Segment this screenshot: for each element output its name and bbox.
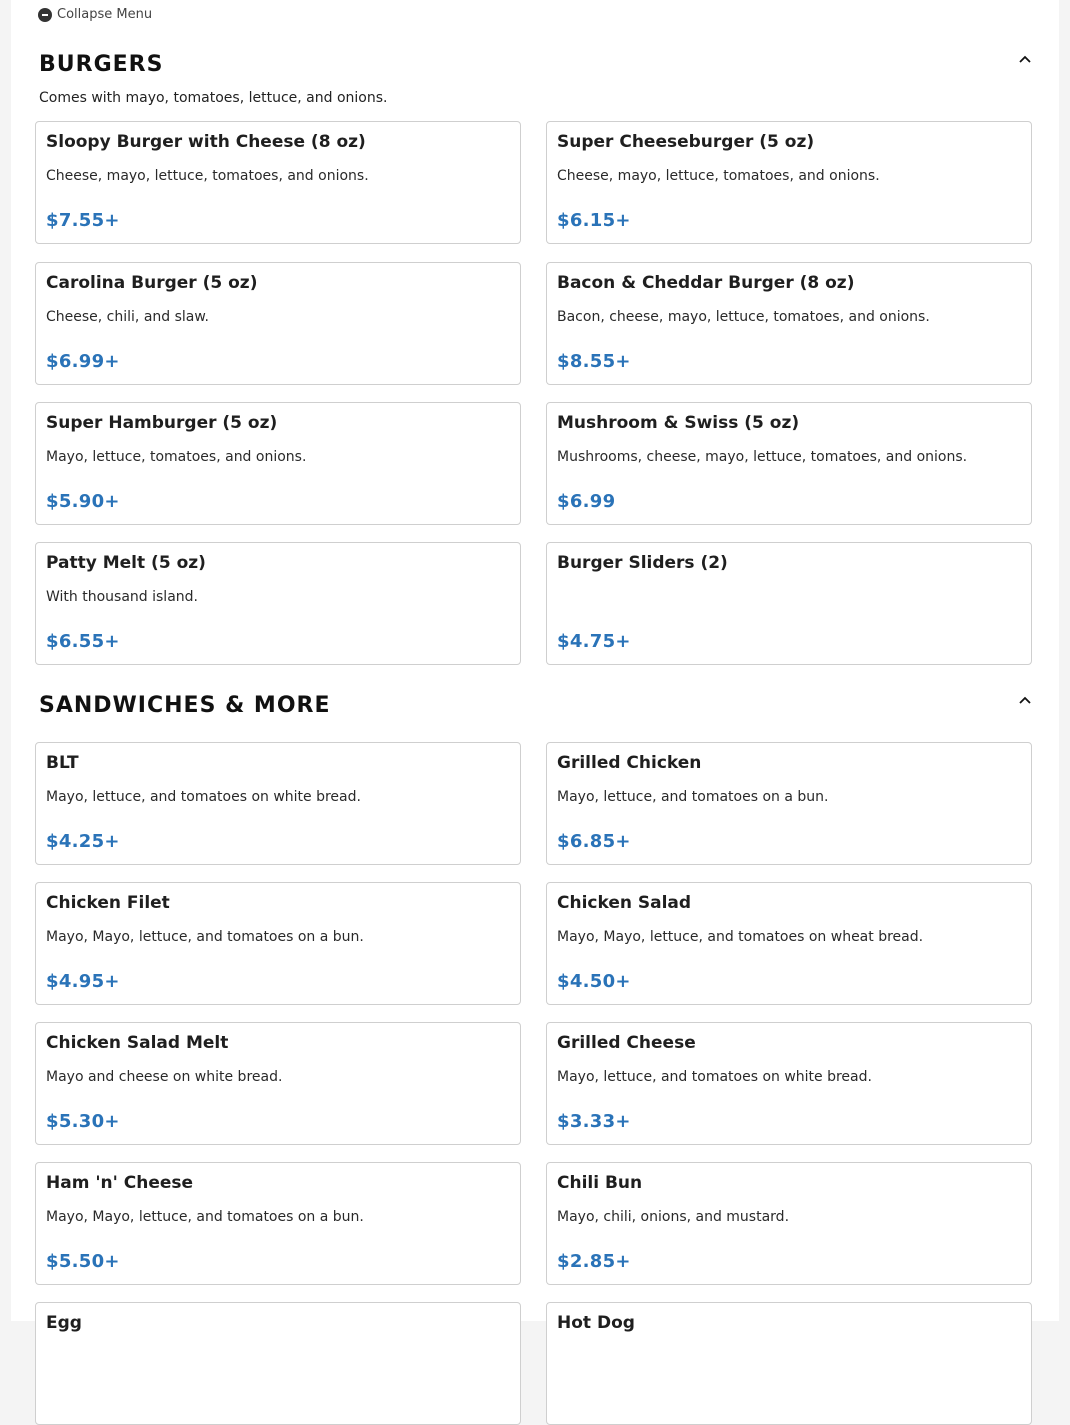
menu-item-name: Mushroom & Swiss (5 oz) xyxy=(557,413,800,433)
section-description-burgers: Comes with mayo, tomatoes, lettuce, and onions. xyxy=(39,90,388,106)
menu-item-price: $2.85+ xyxy=(557,1251,631,1272)
menu-item-description: Cheese, mayo, lettuce, tomatoes, and onions. xyxy=(557,168,880,184)
menu-item-description: Mayo, lettuce, tomatoes, and onions. xyxy=(46,449,307,465)
menu-item-description: Cheese, mayo, lettuce, tomatoes, and onions. xyxy=(46,168,369,184)
menu-item-card[interactable] xyxy=(35,402,521,525)
menu-item-price: $5.90+ xyxy=(46,491,120,512)
menu-item-name: Egg xyxy=(46,1313,82,1333)
menu-item-card[interactable] xyxy=(546,1022,1032,1145)
collapse-menu-button[interactable] xyxy=(38,7,152,22)
menu-item-card[interactable] xyxy=(35,1022,521,1145)
menu-item-card[interactable] xyxy=(546,402,1032,525)
menu-item-name: Chicken Salad xyxy=(557,893,692,913)
menu-item-card[interactable] xyxy=(546,262,1032,385)
menu-item-name: Chicken Salad Melt xyxy=(46,1033,229,1053)
section-title-burgers: BURGERS xyxy=(39,52,164,77)
menu-item-card[interactable] xyxy=(546,882,1032,1005)
menu-item-description: Mayo, lettuce, and tomatoes on white bread. xyxy=(557,1069,872,1085)
menu-item-name: Carolina Burger (5 oz) xyxy=(46,273,258,293)
menu-page xyxy=(11,0,1059,1333)
menu-item-name: Chicken Filet xyxy=(46,893,170,913)
chevron-up-icon[interactable] xyxy=(1017,692,1033,708)
menu-item-card[interactable] xyxy=(546,121,1032,244)
menu-item-name: Grilled Cheese xyxy=(557,1033,696,1053)
collapse-menu-label: Collapse Menu xyxy=(57,7,153,22)
menu-item-name: Grilled Chicken xyxy=(557,753,702,773)
menu-item-card[interactable] xyxy=(35,121,521,244)
menu-item-card[interactable] xyxy=(546,1302,1032,1425)
menu-item-price: $4.75+ xyxy=(557,631,631,652)
menu-item-card[interactable] xyxy=(35,1162,521,1285)
menu-item-price: $3.33+ xyxy=(557,1111,631,1132)
menu-item-name: Burger Sliders (2) xyxy=(557,553,728,573)
menu-item-price: $6.15+ xyxy=(557,210,631,231)
menu-item-description: Mayo, Mayo, lettuce, and tomatoes on a bun. xyxy=(46,1209,364,1225)
menu-item-description: Mushrooms, cheese, mayo, lettuce, tomatoes, and onions. xyxy=(557,449,968,465)
menu-item-card[interactable] xyxy=(35,742,521,865)
menu-item-price: $8.55+ xyxy=(557,351,631,372)
menu-item-description: Mayo, lettuce, and tomatoes on white bread. xyxy=(46,789,361,805)
menu-item-name: Sloopy Burger with Cheese (8 oz) xyxy=(46,132,366,152)
menu-item-name: Super Cheeseburger (5 oz) xyxy=(557,132,815,152)
menu-item-description: Cheese, chili, and slaw. xyxy=(46,309,209,325)
menu-item-name: Bacon & Cheddar Burger (8 oz) xyxy=(557,273,855,293)
minus-circle-icon xyxy=(38,8,52,22)
menu-item-description: With thousand island. xyxy=(46,589,198,605)
menu-item-description: Mayo, chili, onions, and mustard. xyxy=(557,1209,790,1225)
menu-item-card[interactable] xyxy=(35,882,521,1005)
menu-item-name: Patty Melt (5 oz) xyxy=(46,553,206,573)
menu-item-description: Mayo, Mayo, lettuce, and tomatoes on a bun. xyxy=(46,929,364,945)
menu-item-description: Mayo, Mayo, lettuce, and tomatoes on wheat bread. xyxy=(557,929,924,945)
menu-item-price: $6.99 xyxy=(557,491,616,512)
menu-item-price: $6.99+ xyxy=(46,351,120,372)
menu-item-card[interactable] xyxy=(546,1162,1032,1285)
menu-item-card[interactable] xyxy=(546,542,1032,665)
menu-item-price: $4.95+ xyxy=(46,971,120,992)
menu-item-card[interactable] xyxy=(35,262,521,385)
menu-item-card[interactable] xyxy=(35,1302,521,1425)
menu-item-name: BLT xyxy=(46,753,79,773)
menu-item-description: Mayo and cheese on white bread. xyxy=(46,1069,283,1085)
menu-item-price: $5.50+ xyxy=(46,1251,120,1272)
menu-item-price: $6.55+ xyxy=(46,631,120,652)
menu-item-name: Super Hamburger (5 oz) xyxy=(46,413,278,433)
menu-item-price: $4.25+ xyxy=(46,831,120,852)
chevron-up-icon[interactable] xyxy=(1017,51,1033,67)
menu-item-name: Hot Dog xyxy=(557,1313,635,1333)
menu-item-price: $7.55+ xyxy=(46,210,120,231)
menu-item-card[interactable] xyxy=(546,742,1032,865)
menu-item-card[interactable] xyxy=(35,542,521,665)
menu-item-description: Mayo, lettuce, and tomatoes on a bun. xyxy=(557,789,829,805)
menu-item-name: Ham 'n' Cheese xyxy=(46,1173,194,1193)
menu-item-price: $4.50+ xyxy=(557,971,631,992)
menu-item-price: $6.85+ xyxy=(557,831,631,852)
section-title-sandwiches: SANDWICHES & MORE xyxy=(39,693,331,718)
menu-item-price: $5.30+ xyxy=(46,1111,120,1132)
menu-item-description: Bacon, cheese, mayo, lettuce, tomatoes, and onions. xyxy=(557,309,930,325)
menu-item-name: Chili Bun xyxy=(557,1173,643,1193)
